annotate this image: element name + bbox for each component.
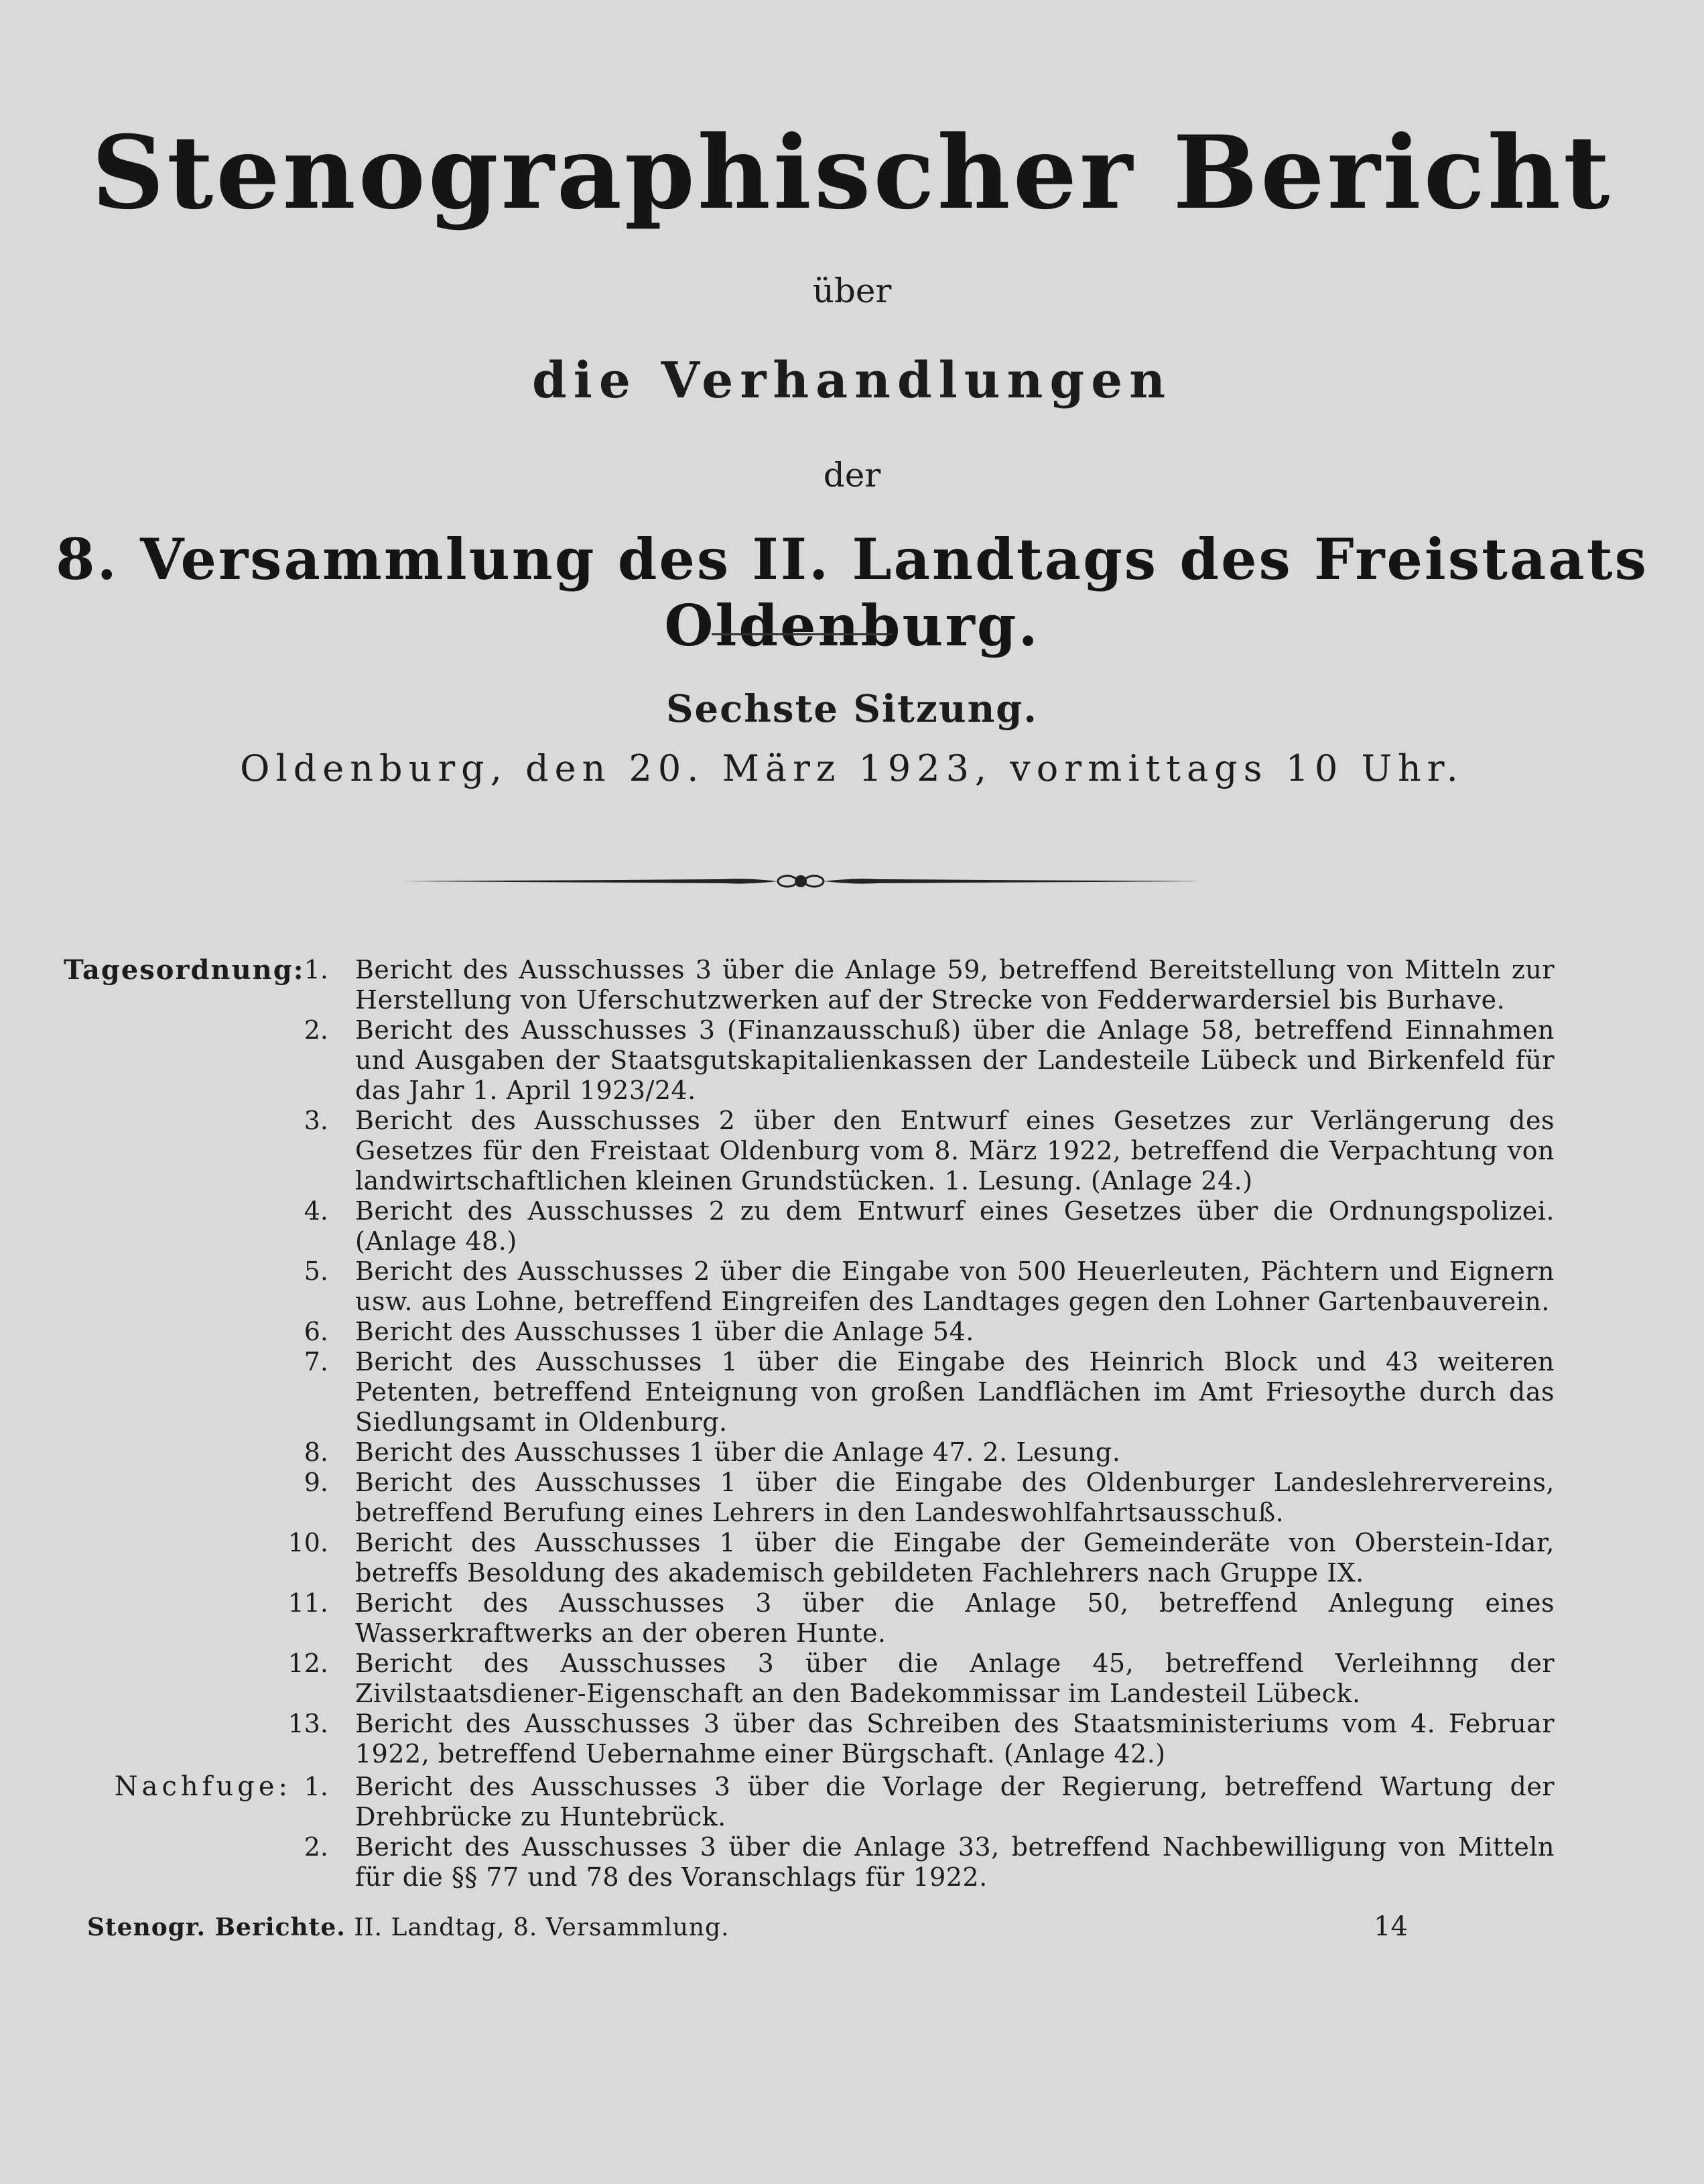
item-number: 3.	[304, 1106, 328, 1135]
list-item	[0, 955, 1704, 1015]
item-number: 9.	[304, 1468, 328, 1497]
agenda-section	[0, 955, 1704, 1892]
list-item	[0, 1106, 1704, 1196]
item-text: Bericht des Ausschusses 3 über das Schreiben des Staatsministeriums vom 4. Februar 1922, betreffend Uebernahme einer Bürgschaft. (Anlage 42.)	[355, 1709, 1555, 1769]
list-item	[0, 1015, 1704, 1106]
list-item	[0, 1468, 1704, 1528]
list-item	[0, 1196, 1704, 1257]
item-text: Bericht des Ausschusses 3 (Finanzausschuß) über die Anlage 58, betreffend Einnahmen und Ausgaben der Staatsgutskapitalienkassen der Landesteile Lübeck und Birkenfeld für das Jahr 1. April 1923/24.	[355, 1015, 1555, 1105]
list-item	[0, 1437, 1704, 1468]
item-number: 7.	[304, 1347, 328, 1376]
footer-citation-rest: II. Landtag, 8. Versammlung.	[354, 1914, 730, 1941]
ornament-divider	[402, 868, 1199, 895]
list-item	[0, 1832, 1704, 1892]
page-number: 14	[1374, 1911, 1408, 1942]
item-text: Bericht des Ausschusses 1 über die Eingabe des Heinrich Block und 43 weiteren Petenten, betreffend Enteignung von großen Landflächen im Amt Friesoythe durch das Siedlungsamt in Oldenburg.	[355, 1347, 1555, 1437]
item-text: Bericht des Ausschusses 3 über die Anlage 45, betreffend Verleihnng der Zivilstaatsdiener-Eigenschaft an den Badekommissar im Landesteil Lübeck.	[355, 1649, 1555, 1708]
main-title: Stenographischer Bericht	[91, 114, 1613, 232]
subtitle-der: der	[823, 456, 881, 495]
item-text: Bericht des Ausschusses 1 über die Eingabe der Gemeinderäte von Oberstein-Idar, betreffs Besoldung des akademisch gebildeten Fachlehrers nach Gruppe IX.	[355, 1528, 1555, 1588]
footer-citation-bold: Stenogr. Berichte.	[87, 1913, 346, 1941]
subtitle-verhandlungen: die Verhandlungen	[531, 352, 1173, 409]
list-item	[0, 1257, 1704, 1317]
list-item	[0, 1649, 1704, 1709]
item-text: Bericht des Ausschusses 3 über die Anlage 50, betreffend Anlegung eines Wasserkraftwerks an der oberen Hunte.	[355, 1588, 1555, 1648]
item-text: Bericht des Ausschusses 1 über die Anlage 54.	[355, 1317, 974, 1346]
list-item	[0, 1709, 1704, 1769]
item-text: Bericht des Ausschusses 3 über die Vorlage der Regierung, betreffend Wartung der Drehbrücke zu Huntebrück.	[355, 1772, 1555, 1832]
item-number: 12.	[287, 1649, 328, 1678]
list-item	[0, 1347, 1704, 1437]
item-number: 13.	[287, 1709, 328, 1738]
item-number: 6.	[304, 1317, 328, 1346]
item-number: 1.	[304, 1772, 328, 1801]
item-text: Bericht des Ausschusses 3 über die Anlage 59, betreffend Bereitstellung von Mitteln zur Herstellung von Uferschutzwerken auf der Strecke von Fedderwardersiel bis Burhave.	[355, 955, 1555, 1015]
item-number: 11.	[287, 1588, 328, 1618]
subtitle-ueber: über	[812, 271, 892, 310]
list-item	[0, 1772, 1704, 1832]
item-number: 4.	[304, 1196, 328, 1226]
item-text: Bericht des Ausschusses 1 über die Eingabe des Oldenburger Landeslehrervereins, betreffend Berufung eines Lehrers in den Landeswohlfahrtsausschuß.	[355, 1468, 1555, 1527]
nachfuge-label: Nachfuge:	[114, 1771, 291, 1802]
footer-citation	[87, 1913, 730, 1941]
item-text: Bericht des Ausschusses 2 über den Entwurf eines Gesetzes zur Verlängerung des Gesetzes für den Freistaat Oldenburg vom 8. März 1922, betreffend die Verpachtung von landwirtschaftlichen kleinen Grundstücken. 1. Lesung. (Anlage 24.)	[355, 1106, 1555, 1196]
item-number: 10.	[287, 1528, 328, 1557]
list-item	[0, 1588, 1704, 1649]
nachfuge-list	[0, 1772, 1704, 1892]
item-number: 2.	[304, 1832, 328, 1862]
dateline: Oldenburg, den 20. März 1923, vormittags 10 Uhr.	[240, 747, 1464, 789]
tagesordnung-group	[0, 955, 1704, 1769]
item-number: 8.	[304, 1437, 328, 1467]
nachfuge-group	[0, 1772, 1704, 1892]
list-item	[0, 1317, 1704, 1347]
item-number: 5.	[304, 1257, 328, 1286]
item-text: Bericht des Ausschusses 2 über die Eingabe von 500 Heuerleuten, Pächtern und Eignern usw. aus Lohne, betreffend Eingreifen des Landtages gegen den Lohner Gartenbauverein.	[355, 1257, 1555, 1316]
item-number: 1.	[304, 955, 328, 984]
item-number: 2.	[304, 1015, 328, 1045]
title-divider	[712, 633, 893, 635]
list-item	[0, 1528, 1704, 1588]
tagesordnung-label: Tagesordnung:	[64, 954, 305, 986]
session-title: Sechste Sitzung.	[666, 687, 1038, 731]
assembly-title: 8. Versammlung des II. Landtags des Freistaats Oldenburg.	[56, 526, 1648, 659]
agenda-list	[0, 955, 1704, 1769]
item-text: Bericht des Ausschusses 3 über die Anlage 33, betreffend Nachbewilligung von Mitteln für die §§ 77 und 78 des Voranschlags für 1922.	[355, 1832, 1555, 1892]
item-text: Bericht des Ausschusses 2 zu dem Entwurf eines Gesetzes über die Ordnungspolizei. (Anlage 48.)	[355, 1196, 1555, 1256]
item-text: Bericht des Ausschusses 1 über die Anlage 47. 2. Lesung.	[355, 1437, 1121, 1467]
